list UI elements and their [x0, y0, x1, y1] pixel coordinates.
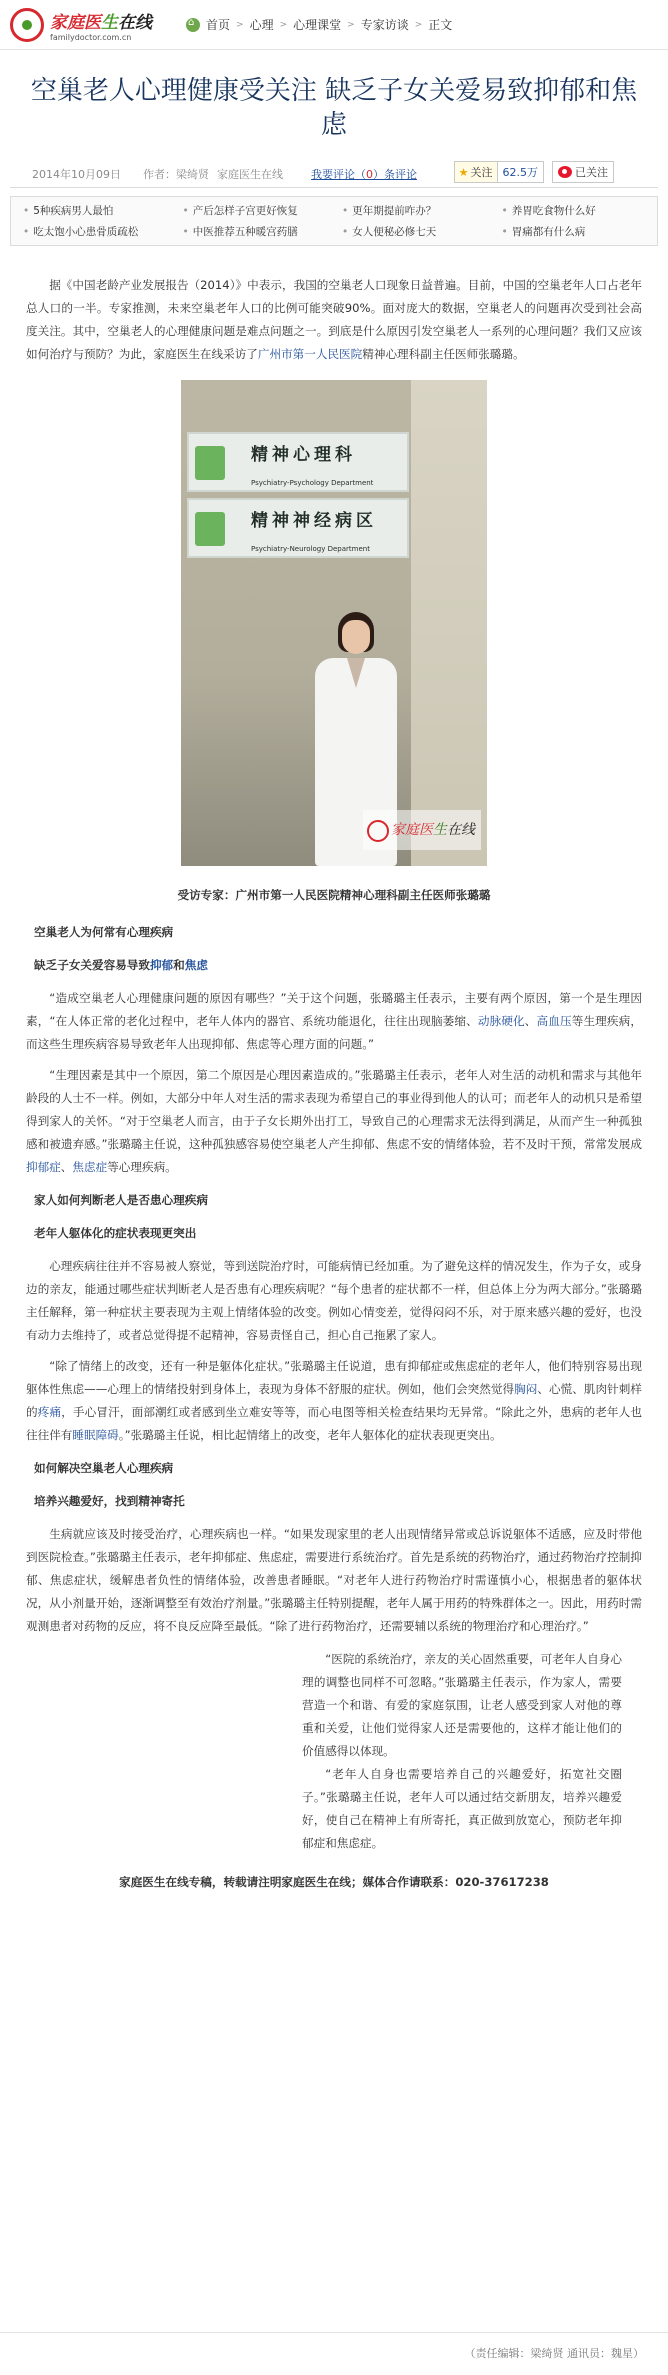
follow-count: 62.5万	[502, 166, 538, 179]
keyword-link[interactable]: 高血压	[536, 1014, 572, 1028]
related-link[interactable]: • 产后怎样子宫更好恢复	[182, 205, 298, 217]
related-link[interactable]: • 女人便秘必修七天	[342, 226, 437, 238]
follow-label[interactable]: ★ 关注	[455, 162, 498, 182]
related-link[interactable]: • 吃太饱小心患骨质疏松	[23, 226, 139, 238]
ward-sign: 精神神经病区 Psychiatry-Neurology Department	[187, 498, 409, 558]
title-area	[0, 50, 668, 150]
star-icon: ★	[458, 165, 469, 179]
keyword-link[interactable]: 焦虑	[184, 958, 208, 972]
keyword-link[interactable]: 焦虑症	[72, 1160, 108, 1174]
keyword-link[interactable]: 疼痛	[37, 1405, 62, 1419]
breadcrumb-current: 正文	[428, 18, 453, 32]
paragraph: 心理疾病往往并不容易被人察觉，等到送院治疗时，可能病情已经加重。为了避免这样的情况发生，作为子女，或身边的亲友，能通过哪些症状判断老人是否患有心理疾病呢？“每个患者的症状都不一样，但总体上分为两大部分。”张璐璐主任解释，第一种症状主要表现为主观上情绪体验的改变。例如心情变差，觉得闷闷不乐，对于原来感兴趣的爱好，也没有动力去维持了，或者总觉得提不起精神，容易责怪自己，担心自己拖累了家人。	[26, 1259, 642, 1342]
follow-button[interactable]	[454, 161, 544, 183]
breadcrumb-home[interactable]: 首页	[206, 18, 231, 32]
section-subheading: 培养兴趣爱好，找到精神寄托	[34, 1494, 185, 1508]
source: 家庭医生在线	[217, 167, 283, 181]
logo-text	[50, 8, 152, 42]
logo-icon	[10, 8, 44, 42]
section-heading: 家人如何判断老人是否患心理疾病	[34, 1193, 208, 1207]
paragraph: “造成空巢老人心理健康问题的原因有哪些？”关于这个问题，张璐璐主任表示，主要有两个原因，第一个是生理因素，“在人体正常的老化过程中，老年人体内的器官、系统功能退化，往往出现脑萎缩、动脉硬化、高血压等生理疾病，而这些生理疾病容易导致老年人出现抑郁、焦虑等心理方面的问题。”	[26, 991, 642, 1051]
chevron-right-icon: >	[347, 19, 355, 30]
logo-name: 家庭医生在线	[50, 12, 152, 33]
section-heading: 如何解决空巢老人心理疾病	[34, 1461, 174, 1475]
article-meta	[10, 160, 658, 188]
comments-link[interactable]: 我要评论（0）条评论	[311, 167, 417, 181]
department-sign: 精神心理科 Psychiatry-Psychology Department	[187, 432, 409, 492]
hospital-link[interactable]: 广州市第一人民医院	[257, 347, 363, 361]
related-links	[10, 196, 658, 246]
keyword-link[interactable]: 抑郁	[149, 958, 174, 972]
editor-credit: （责任编辑：梁绮贤 通讯员：魏星）	[464, 2347, 644, 2360]
site-logo[interactable]	[10, 2, 180, 48]
chevron-right-icon: >	[279, 19, 288, 30]
paragraph: “除了情绪上的改变，还有一种是躯体化症状。”张璐璐主任说道，患有抑郁症或焦虑症的老年人，他们特别容易出现躯体性焦虑——心理上的情绪投射到身体上，表现为身体不舒服的症状。例如，他们会突然觉得胸闷、心慌、肌肉针刺样的疼痛，手心冒汗，面部潮红或者感到坐立难安等等，而心电图等相关检查结果均无异常。“除此之外，患病的老年人也往往伴有睡眠障碍。”张璐璐主任说，相比起情绪上的改变，老年人躯体化的症状表现更突出。	[26, 1359, 642, 1442]
paragraph: 据《中国老龄产业发展报告（2014）》中表示，我国的空巢老人口现象日益普遍。目前，中国的空巢老年人口占老年总人口的一半。专家推测，未来空巢老年人口的比例可能突破90%。面对庞大的数据，空巢老人的问题再次受到社会高度关注。其中，空巢老人的心理健康问题是难点问题之一。到底是什么原因引发空巢老人一系列的心理问题？我们又应该如何治疗与预防？为此，家庭医生在线采访了广州市第一人民医院精神心理科副主任医师张璐璐。	[26, 278, 642, 361]
breadcrumb-psych-class[interactable]: 心理课堂	[293, 18, 342, 32]
related-link[interactable]: • 中医推荐五种暖宫药膳	[182, 226, 298, 238]
author: 作者：梁绮贤	[143, 167, 209, 181]
paragraph: “老年人自身也需要培养自己的兴趣爱好，拓宽社交圈子。”张璐璐主任说，老年人可以通过结交新朋友，培养兴趣爱好，使自己在精神上有所寄托，真正做到放宽心，预防老年抑郁症和焦虑症。	[302, 1767, 622, 1850]
section-heading: 空巢老人为何常有心理疾病	[34, 925, 174, 939]
breadcrumb-expert-interview[interactable]: 专家访谈	[360, 18, 409, 32]
paragraph: “医院的系统治疗，亲友的关心固然重要，可老年人自身心理的调整也同样不可忽略。”张璐璐主任表示，作为家人，需要营造一个和谐、有爱的家庭氛围，让老人感受到家人对他的尊重和关爱，让他们觉得家人还是需要他的，这样才能让他们的价值感得以体现。	[302, 1652, 622, 1758]
photo-caption: 受访专家：广州市第一人民医院精神心理科副主任医师张璐璐	[177, 888, 491, 902]
breadcrumb	[186, 16, 452, 33]
related-link[interactable]: • 5种疾病男人最怕	[23, 205, 114, 217]
chevron-right-icon: >	[236, 19, 244, 30]
related-link[interactable]: • 胃痛都有什么病	[501, 226, 586, 238]
photo-watermark: 家庭医生在线	[363, 810, 481, 850]
keyword-link[interactable]: 胸闷	[514, 1382, 538, 1396]
weibo-icon	[558, 166, 572, 178]
keyword-link[interactable]: 动脉硬化	[477, 1014, 525, 1028]
paragraph: “生理因素是其中一个原因，第二个原因是心理因素造成的。”张璐璐主任表示，老年人对生活的动机和需求与其他年龄段的人士不一样。例如，大部分中年人对生活的需求表现为希望自己的事业得到他人的认可；而老年人的动机只是希望得到家人的关怀。“对于空巢老人而言，由于子女长期外出打工，导致自己的心理需求无法得到满足，从而产生一种孤独感和被遗弃感。”张璐璐主任说，这种孤独感容易使空巢老人产生抑郁、焦虑不安的情绪体验，若不及时干预，常常发展成抑郁症、焦虑症等心理疾病。	[26, 1068, 642, 1174]
article-body	[0, 246, 668, 1895]
chevron-right-icon: >	[414, 19, 423, 30]
paragraph: 生病就应该及时接受治疗，心理疾病也一样。“如果发现家里的老人出现情绪异常或总诉说躯体不适感，应及时带他到医院检查。”张璐璐主任表示，老年抑郁症、焦虑症，需要进行系统治疗。首先是系统的药物治疗，通过药物治疗控制抑郁、焦虑症状，缓解患者负性的情绪体验，改善患者睡眠。“对老年人进行药物治疗时需谨慎小心，根据患者的躯体状况，从小剂量开始，逐渐调整至有效治疗剂量。”张璐璐主任特别提醒，老年人属于用药的特殊群体之一。因此，用药时需观测患者对药物的反应，将不良反应降至最低。“除了进行药物治疗，还需要辅以系统的物理治疗和心理治疗。”	[26, 1527, 642, 1633]
home-icon	[186, 18, 200, 32]
hospital-logo-icon	[195, 446, 225, 480]
top-bar	[0, 0, 668, 50]
keyword-link[interactable]: 抑郁症	[26, 1160, 61, 1174]
weibo-label: 已关注	[575, 166, 608, 179]
related-link[interactable]: • 养胃吃食物什么好	[501, 205, 596, 217]
divider	[0, 2332, 668, 2333]
keyword-link[interactable]: 睡眠障碍	[72, 1428, 119, 1442]
weibo-follow-button[interactable]	[552, 161, 614, 183]
quote-block	[302, 1648, 622, 1855]
hospital-logo-icon	[195, 512, 225, 546]
publish-date: 2014年10月09日	[32, 167, 121, 181]
logo-url: familydoctor.com.cn	[50, 32, 132, 42]
related-link[interactable]: • 更年期提前咋办？	[342, 205, 437, 217]
breadcrumb-psychology[interactable]: 心理	[249, 18, 274, 32]
copyright-notice: 家庭医生在线专稿，转载请注明家庭医生在线；媒体合作请联系：020-37617238	[119, 1875, 549, 1889]
expert-photo	[181, 380, 487, 866]
section-subheading: 老年人躯体化的症状表现更突出	[34, 1226, 197, 1240]
page-title: 空巢老人心理健康受关注 缺乏子女关爱易致抑郁和焦虑	[30, 76, 638, 140]
section-subheading: 缺乏子女关爱容易导致抑郁和焦虑	[34, 958, 208, 972]
